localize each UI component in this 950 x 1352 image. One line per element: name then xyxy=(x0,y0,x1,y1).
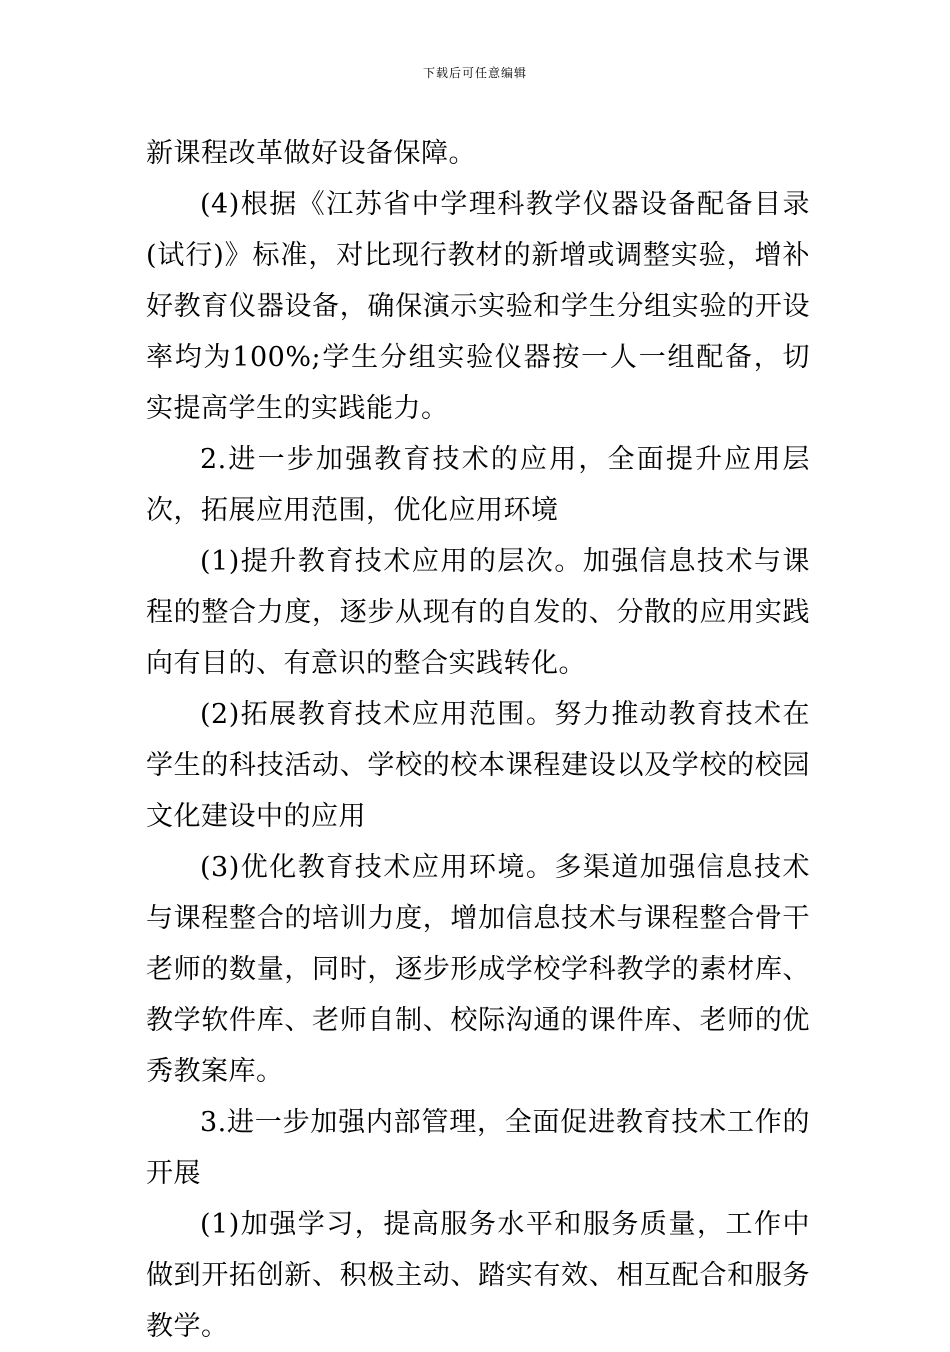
paragraph-5: (2)拓展教育技术应用范围。努力推动教育技术在学生的科技活动、学校的校本课程建设以及学校的校园文化建设中的应用 xyxy=(146,699,810,832)
paragraph-1: 新课程改革做好设备保障。 xyxy=(146,138,476,169)
paragraph-8: (1)加强学习，提高服务水平和服务质量，工作中做到开拓创新、积极主动、踏实有效、相互配合和服务教学。 xyxy=(146,1209,810,1342)
paragraph-3: 2.进一步加强教育技术的应用，全面提升应用层次，拓展应用范围，优化应用环境 xyxy=(146,444,810,526)
document-body xyxy=(146,128,810,1352)
paragraph-4: (1)提升教育技术应用的层次。加强信息技术与课程的整合力度，逐步从现有的自发的、分散的应用实践向有目的、有意识的整合实践转化。 xyxy=(146,546,810,679)
page-header: 下载后可任意编辑 xyxy=(422,66,527,80)
paragraph-7: 3.进一步加强内部管理，全面促进教育技术工作的开展 xyxy=(146,1107,810,1189)
paragraph-6: (3)优化教育技术应用环境。多渠道加强信息技术与课程整合的培训力度，增加信息技术与课程整合骨干老师的数量，同时，逐步形成学校学科教学的素材库、教学软件库、老师自制、校际沟通的课件库、老师的优秀教案库。 xyxy=(146,852,810,1087)
paragraph-2: (4)根据《江苏省中学理科教学仪器设备配备目录(试行)》标准，对比现行教材的新增或调整实验，增补好教育仪器设备，确保演示实验和学生分组实验的开设率均为100%;学生分组实验仪器按一人一组配备，切实提高学生的实践能力。 xyxy=(146,189,810,424)
